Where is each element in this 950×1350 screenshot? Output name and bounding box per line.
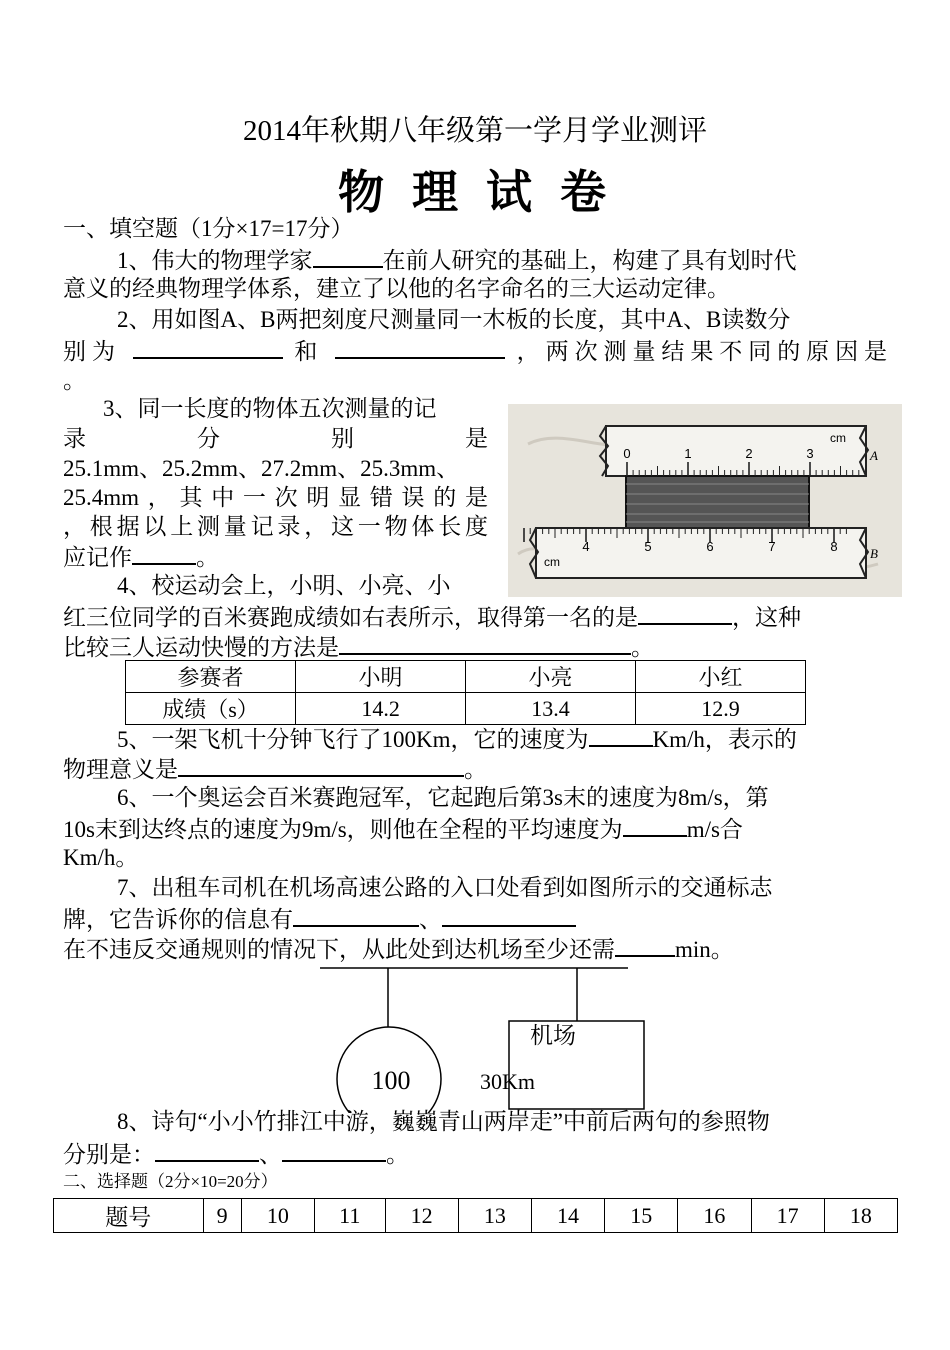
section2-heading: 二、选择题（2分×10=20分） (63, 1172, 278, 1191)
q6-line3: Km/h。 (63, 845, 139, 870)
q1-text-b: 在前人研究的基础上，构建了具有划时代 (382, 248, 797, 273)
table-row (126, 693, 806, 725)
q4-line1: 4、校运动会上，小明、小亮、小 (117, 573, 451, 598)
q8-blank-b[interactable] (282, 1138, 386, 1162)
distance-label: 30Km (480, 1069, 535, 1094)
ruler-a-unit: cm (830, 431, 846, 445)
table-cell: 13 (458, 1199, 531, 1233)
speed-limit-value: 100 (371, 1066, 411, 1095)
q3-line3: 25.1mm、25.2mm、27.2mm、25.3mm、 (63, 456, 460, 481)
ruler-b-label-6: 6 (706, 539, 714, 554)
ruler-b-label-5: 5 (644, 539, 652, 554)
q2-line3: 。 (63, 368, 86, 393)
table-cell: 11 (314, 1199, 385, 1233)
q3-word-3: 别 (331, 426, 354, 451)
ruler-a (600, 426, 868, 476)
q3-line4: 25.4mm，其中一次明显错误的是 (63, 485, 488, 510)
q6-blank[interactable] (623, 813, 687, 837)
q7-text-e: min。 (675, 937, 734, 962)
ruler-a-label-1: 1 (684, 446, 692, 461)
q1-line1 (117, 244, 887, 276)
race-results-table (125, 660, 806, 725)
q2-line2 (63, 335, 887, 367)
q5-text-b: Km/h，表示的 (652, 727, 797, 752)
table-cell: 14 (531, 1199, 604, 1233)
q7-blank-c[interactable] (615, 933, 675, 957)
ruler-b-label-4: 4 (582, 539, 590, 554)
ruler-a-label-0: 0 (623, 446, 631, 461)
table-cell: 小明 (296, 661, 466, 693)
airport-label: 机场 (530, 1023, 576, 1049)
q3-word-2: 分 (197, 426, 220, 451)
ruler-b-label-7: 7 (768, 539, 776, 554)
table-row (54, 1199, 898, 1233)
q1-line2: 意义的经典物理学体系，建立了以他的名字命名的三大运动定律。 (63, 276, 730, 301)
ruler-b-unit: cm (544, 555, 560, 569)
q6-line1: 6、一个奥运会百米赛跑冠军，它起跑后第3s末的速度为8m/s，第 (117, 785, 769, 810)
q5-text-d: 。 (464, 757, 487, 782)
q5-line2 (63, 753, 887, 785)
table-cell: 9 (203, 1199, 241, 1233)
q5-blank-b[interactable] (178, 753, 464, 777)
table-cell: 10 (241, 1199, 314, 1233)
q4-text-a: 红三位同学的百米赛跑成绩如右表所示，取得第一名的是 (63, 605, 638, 630)
q2-line1: 2、用如图A、B两把刻度尺测量同一木板的长度，其中A、B读数分 (117, 307, 791, 332)
q4-text-c: 比较三人运动快慢的方法是 (63, 635, 339, 660)
ruler-figure (508, 404, 902, 597)
q2-blank-a[interactable] (133, 335, 283, 359)
ruler-b (530, 528, 868, 578)
section1-heading: 一、填空题（1分×17=17分） (63, 216, 354, 241)
q7-text-c: 、 (419, 907, 442, 932)
table-cell: 14.2 (296, 693, 466, 725)
q2-text-c: 和 (294, 339, 324, 364)
q3-line5: ，根据以上测量记录，这一物体长度 (63, 514, 488, 539)
table-cell: 题号 (54, 1199, 204, 1233)
ruler-b-label-8: 8 (830, 539, 838, 554)
q3-word-1: 录 (63, 426, 86, 451)
table-cell: 小亮 (466, 661, 636, 693)
table-cell: 18 (824, 1199, 897, 1233)
ruler-b-name: B (870, 546, 878, 561)
q5-blank-a[interactable] (589, 723, 653, 747)
q4-text-b: ，这种 (732, 605, 801, 630)
q8-blank-a[interactable] (155, 1138, 259, 1162)
q3-blank[interactable] (132, 541, 196, 565)
q6-line2 (63, 813, 887, 845)
ruler-a-label-2: 2 (745, 446, 753, 461)
q6-text-c: m/s合 (686, 817, 743, 842)
q2-blank-b[interactable] (335, 335, 505, 359)
exam-title: 物 理 试 卷 (337, 165, 613, 219)
q8-line2 (63, 1138, 887, 1170)
q6-text-b: 10s末到达终点的速度为9m/s，则他在全程的平均速度为 (63, 817, 623, 842)
q4-line3 (63, 631, 887, 663)
q5-line1 (117, 723, 887, 755)
q8-text-c: 、 (259, 1142, 282, 1167)
q5-text-c: 物理意义是 (63, 757, 178, 782)
q7-blank-a[interactable] (293, 903, 419, 927)
q1-blank[interactable] (313, 244, 383, 268)
q5-text-a: 5、一架飞机十分钟飞行了100Km，它的速度为 (117, 727, 589, 752)
q3-word-4: 是 (465, 426, 488, 451)
q4-line2 (63, 601, 887, 633)
q7-line1: 7、出租车司机在机场高速公路的入口处看到如图所示的交通标志 (117, 875, 773, 900)
q7-blank-b[interactable] (442, 903, 576, 927)
table-row (126, 661, 806, 693)
q8-text-d: 。 (386, 1142, 409, 1167)
exam-subtitle: 2014年秋期八年级第一学月学业测评 (242, 115, 707, 147)
table-cell: 16 (678, 1199, 751, 1233)
table-cell: 15 (605, 1199, 678, 1233)
table-cell: 成绩（s） (126, 693, 296, 725)
table-cell: 13.4 (466, 693, 636, 725)
q7-line3 (63, 933, 887, 965)
q7-text-b: 牌，它告诉你的信息有 (63, 907, 293, 932)
table-cell: 12 (385, 1199, 458, 1233)
table-cell: 17 (751, 1199, 824, 1233)
q1-text-a: 1、伟大的物理学家 (117, 248, 313, 273)
q3-line2 (63, 424, 488, 454)
table-cell: 小红 (636, 661, 806, 693)
answer-table (53, 1198, 898, 1233)
q7-text-d: 在不违反交通规则的情况下，从此处到达机场至少还需 (63, 937, 615, 962)
table-cell: 12.9 (636, 693, 806, 725)
q4-text-d: 。 (631, 635, 654, 660)
q3-text-b: 。 (196, 545, 219, 570)
q8-line1: 8、诗句“小小竹排江中游，巍巍青山两岸走”中前后两句的参照物 (117, 1109, 770, 1134)
q4-blank-a[interactable] (638, 601, 732, 625)
q3-text-a: 应记作 (63, 545, 132, 570)
ruler-a-label-3: 3 (806, 446, 814, 461)
table-cell: 参赛者 (126, 661, 296, 693)
traffic-sign-figure (318, 965, 650, 1113)
q4-blank-b[interactable] (339, 631, 631, 655)
q3-line6 (63, 541, 488, 573)
q3-line1: 3、同一长度的物体五次测量的记 (103, 396, 437, 421)
q2-text-d: ，两次测量结果不同的原因是 (516, 339, 888, 364)
q7-line2 (63, 903, 887, 935)
q2-text-b: 别为 (63, 339, 121, 364)
q8-text-b: 分别是： (63, 1142, 155, 1167)
ruler-a-name: A (870, 448, 878, 463)
